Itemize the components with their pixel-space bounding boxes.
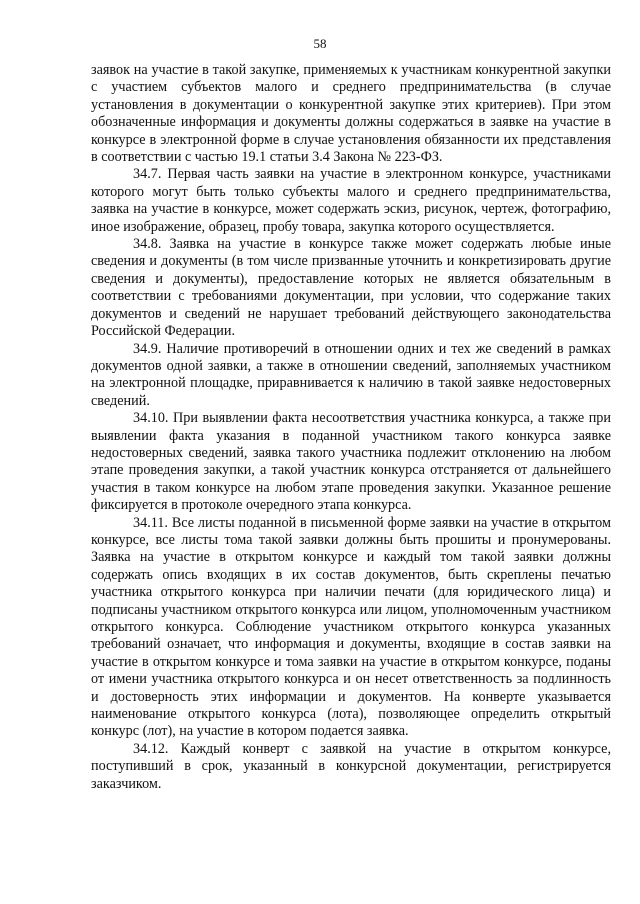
paragraph-34-10: 34.10. При выявлении факта несоответствия участника конкурса, а также при выявлении факта указания в поданной участником такого конкурса заявке недостоверных сведений, заявка такого участника подлежит отклонению на любом этапе проведения закупки, а такой участник конкурса отстраняется от дальнейшего участия в таком конкурсе на любом этапе проведения закупки. Указанное решение фиксируется в протоколе очередного этапа конкурса. (91, 410, 611, 514)
paragraph-34-12: 34.12. Каждый конверт с заявкой на участие в открытом конкурсе, поступивший в срок, указанный в конкурсной документации, регистрируется заказчиком. (91, 740, 611, 792)
paragraph-34-11: 34.11. Все листы поданной в письменной форме заявки на участие в открытом конкурсе, все листы тома такой заявки должны быть прошиты и пронумерованы. Заявка на участие в открытом конкурсе и каждый том такой заявки должны содержать опись входящих в их состав документов, быть скреплены печатью участника открытого конкурса при наличии печати (для юридического лица) и подписаны участником открытого конкурса или лицом, уполномоченным участником открытого конкурса. Соблюдение участником открытого конкурса указанных требований означает, что информация и документы, входящие в состав заявки на участие в открытом конкурсе и тома заявки на участие в открытом конкурсе, поданы от имени участника открытого конкурса и он несет ответственность за подлинность и достоверность этих информации и документов. На конверте указывается наименование открытого конкурса (лота), позволяющее определить открытый конкурс (лот), на участие в котором подается заявка. (91, 514, 611, 740)
paragraph-34-9: 34.9. Наличие противоречий в отношении одних и тех же сведений в рамках документов одной заявки, а также в отношении сведений, заполняемых участником на электронной площадке, приравнивается к наличию в такой заявке недостоверных сведений. (91, 340, 611, 409)
paragraph-34-7: 34.7. Первая часть заявки на участие в электронном конкурсе, участниками которого могут быть только субъекты малого и среднего предпринимательства, заявка на участие в конкурсе, может содержать эскиз, рисунок, чертеж, фотографию, иное изображение, образец, пробу товара, закупка которого осуществляется. (91, 166, 611, 235)
document-body (91, 62, 611, 793)
page-number: 58 (313, 36, 327, 51)
paragraph-continuation: заявок на участие в такой закупке, применяемых к участникам конкурентной закупки с участием субъектов малого и среднего предпринимательства (в случае установления в документации о конкурентной закупке этих критериев). При этом обозначенные информация и документы должны содержаться в заявке на участие в конкурсе в электронной форме в случае установления обязанности их представления в соответствии с частью 19.1 статьи 3.4 Закона № 223-ФЗ. (91, 62, 611, 166)
paragraph-34-8: 34.8. Заявка на участие в конкурсе также может содержать любые иные сведения и документы (в том числе призванные уточнить и конкретизировать другие сведения и документы), предоставление которых не является обязательным в соответствии с требованиями документации, при условии, что содержание таких документов и сведений не нарушает требований действующего законодательства Российской Федерации. (91, 236, 611, 340)
